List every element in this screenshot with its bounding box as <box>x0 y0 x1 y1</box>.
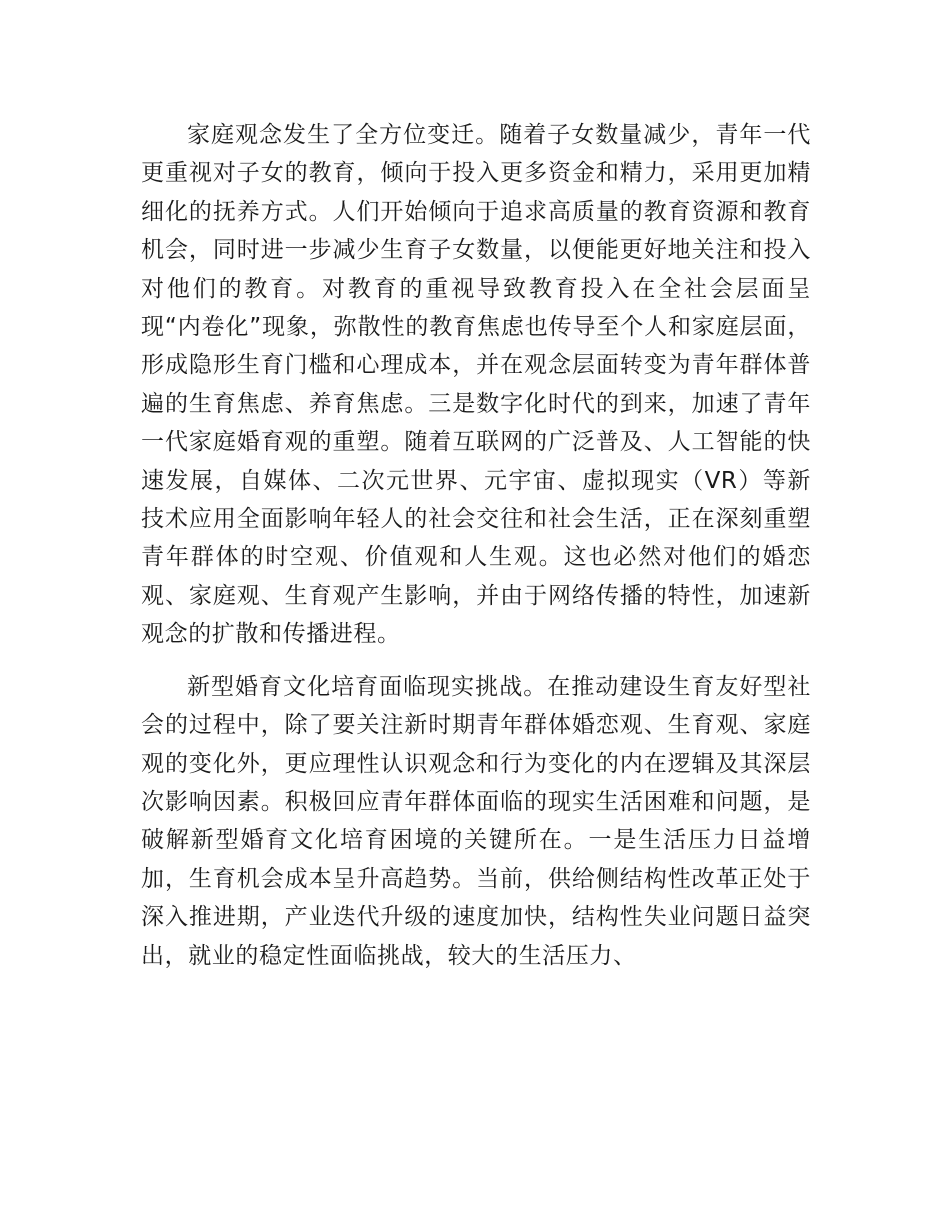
paragraph-marriage-culture-challenges: 新型婚育文化培育面临现实挑战。在推动建设生育友好型社会的过程中，除了要关注新时期青年群体婚恋观、生育观、家庭观的变化外，更应理性认识观念和行为变化的内在逻辑及其深层次影响因素。积极回应青年群体面临的现实生活困难和问题，是破解新型婚育文化培育困境的关键所在。一是生活压力日益增加，生育机会成本呈升高趋势。当前，供给侧结构性改革正处于深入推进期，产业迭代升级的速度加快，结构性失业问题日益突出，就业的稳定性面临挑战，较大的生活压力、 <box>141 673 811 969</box>
document-body <box>141 116 811 975</box>
paragraph-family-values: 家庭观念发生了全方位变迁。随着子女数量减少，青年一代更重视对子女的教育，倾向于投入更多资金和精力，采用更加精细化的抚养方式。人们开始倾向于追求高质量的教育资源和教育机会，同时进一步减少生育子女数量，以便能更好地关注和投入对他们的教育。对教育的重视导致教育投入在全社会层面呈现“内卷化”现象，弥散性的教育焦虑也传导至个人和家庭层面，形成隐形生育门槛和心理成本，并在观念层面转变为青年群体普遍的生育焦虑、养育焦虑。三是数字化时代的到来，加速了青年一代家庭婚育观的重塑。随着互联网的广泛普及、人工智能的快速发展，自媒体、二次元世界、元宇宙、虚拟现实（VR）等新技术应用全面影响年轻人的社会交往和社会生活，正在深刻重塑青年群体的时空观、价值观和人生观。这也必然对他们的婚恋观、家庭观、生育观产生影响，并由于网络传播的特性，加速新观念的扩散和传播进程。 <box>141 122 811 648</box>
